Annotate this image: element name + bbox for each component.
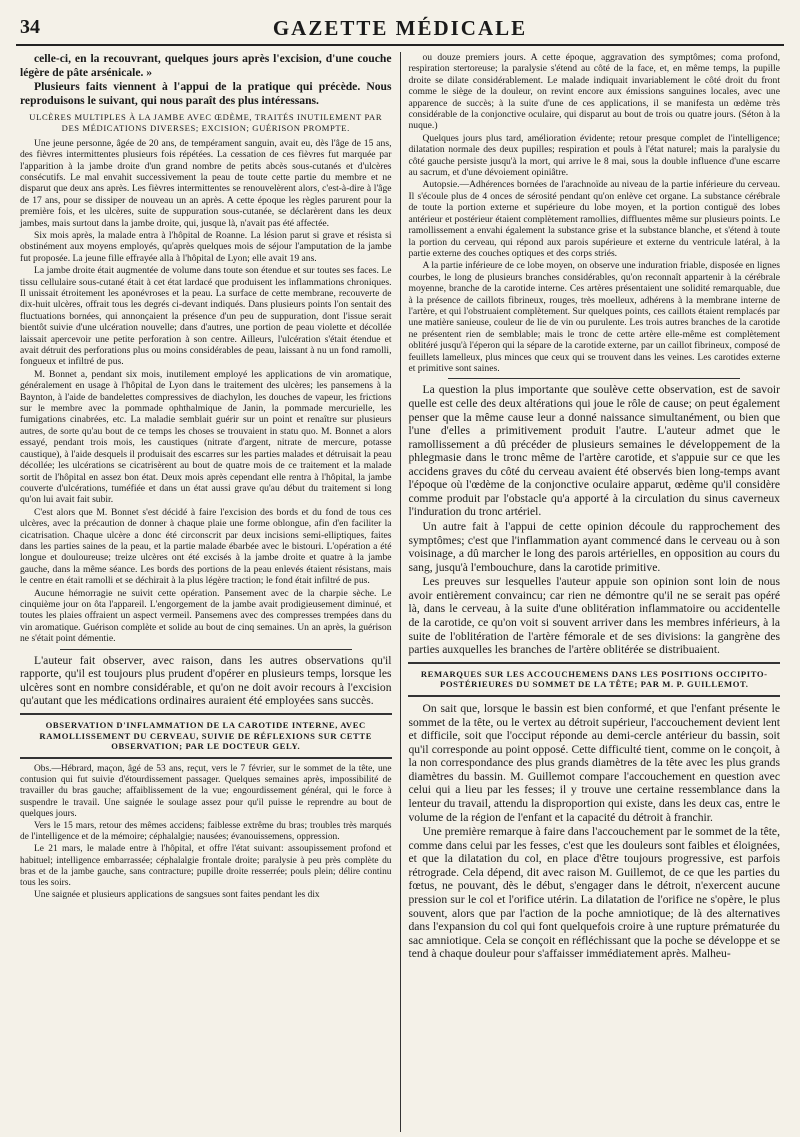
- body-paragraph: Autopsie.—Adhérences bornées de l'arachnoïde au niveau de la partie inférieure du cerveau. Il s'écoule plus de 4 onces de sérosité pendant qu'on enlève cet organe. La substance cérébrale de toute la portion externe et supérieure du lobe moyen, et la portion contiguë des lobes antérieur et postérieur étaient complètement ramollies, diffluentes même sur plusieurs points. Le ramollissement a envahi également la substance grise et la substance blanche, et s'étend à toute la portion du cerveau, qui répond aux parois supérieure et externe du ventricule latéral, à la partie externe des couches optiques et des corps striés.: [408, 179, 780, 259]
- text-columns: [16, 52, 784, 1132]
- divider: [60, 649, 352, 650]
- body-paragraph: Quelques jours plus tard, amélioration évidente; retour presque complet de l'intelligence; dilatation normale des deux pupilles; respiration et pouls à l'état naturel; mais la paralysie du côté gauche persiste jusqu'à la mort, qui arrive le 8 mai, sous la double influence d'une escarre au sacrum, et d'une dévoiement opiniâtre.: [408, 132, 780, 179]
- page-number: 34: [20, 16, 40, 38]
- journal-title: GAZETTE MÉDICALE: [272, 16, 528, 40]
- discussion-paragraph: La question la plus importante que soulève cette observation, est de savoir quelle est celle des deux altérations qui joue le rôle de cause; on peut également penser que la même cause leur a donné naissance simultanément, ou bien que l'une d'elles a primitivement produit l'autre. L'auteur admet que le ramollissement a dû précéder de plusieurs semaines le développement de la phlegmasie dans le tronc même de l'artère carotide, et s'appuie sur ce que les accidens graves du côté du cerveau avaient été observés bien long-temps avant l'époque où l'œdème de la conjonctive oculaire apparut, œdème qu'il considère comme produit par l'obstacle qu'a apporté à la circulation du sinus caverneux l'induration du tronc artériel.: [408, 383, 780, 519]
- body-paragraph: Une jeune personne, âgée de 20 ans, de tempérament sanguin, avait eu, dès l'âge de 15 ans, des fièvres intermittentes plusieurs fois répétées. La cessation de ces fièvres fut marquée par l'apparition à la jambe droite d'un grand nombre de petits abcès sous-cutanés et d'ulcères consécutifs. Le mal envahit successivement la peau de toute cette partie du membre et ne disparut que deux ans après. Les fièvres intermittentes se renouvelèrent alors, c'est-à-dire à l'âge de 17 ans, pour se dissiper de nouveau un an après. A cette époque les règles parurent pour la première fois, et les ulcères, suite de suppuration sous-cutanée, se déclarèrent dans les deux jambes, mais surtout dans la jambe droite, qui, jusque là, n'avait pas été affectée.: [20, 137, 392, 229]
- page-header: [16, 14, 784, 46]
- intro-paragraph: Plusieurs faits viennent à l'appui de la pratique qui précède. Nous reproduisons le suivant, qui nous paraît des plus intéressans.: [20, 80, 392, 107]
- column-rule: [400, 52, 401, 1132]
- right-column: [404, 52, 784, 1132]
- intro-paragraph: celle-ci, en la recouvrant, quelques jours après l'excision, d'une couche légère de pâte arsénicale. »: [20, 52, 392, 79]
- body-paragraph: Une saignée et plusieurs applications de sangsues sont faites pendant les dix: [34, 890, 320, 901]
- divider: [20, 757, 392, 759]
- body-paragraph: C'est alors que M. Bonnet s'est décidé à faire l'excision des bords et du fond de tous ces ulcères, avec la précaution de donner à chaque plaie une forme oblongue, afin d'en faciliter la cicatrisation. Chaque ulcère a donc été circonscrit par deux incisions semi-elliptiques, faites dans les parties saines de la peau, et la partie malade ébarbée avec le bistouri. L'opération a été longue et douloureuse; treize ulcères ont été excisés à la jambe droite et quatre à la jambe gauche, dans la même séance. Les bords des portions de la peau enlevés étaient résistans, mais le centre en était ramolli et se déchirait à la plus légère traction; le fond était infiltré de pus.: [20, 506, 392, 587]
- body-paragraph: Vers le 15 mars, retour des mêmes accidens; faiblesse extrême du bras; troubles très marqués de l'intelligence et de la mémoire; céphalalgie; nausées; évanouissemens, oppression.: [20, 820, 392, 843]
- body-paragraph: On sait que, lorsque le bassin est bien conformé, et que l'enfant présente le sommet de la tête, ou le vertex au détroit supérieur, l'accouchement devient lent et difficile, soit que l'occiput réponde au demi-cercle antérieur du bassin, soit qu'il corresponde au point opposé. Cette difficulté tient, comme on le conçoit, à la non correspondance des plus grands diamètres de la tête avec les plus grands diamètres du bassin. M. Guillemot compare l'accouchement en question avec celui qui a lieu par les fesses; il y trouve une certaine ressemblance dans la lenteur du travail, attendu la disproportion qui existe, dans les deux cas, entre le volume de la région de l'enfant et la capacité du détroit à franchir.: [408, 702, 780, 824]
- section-title: OBSERVATION D'INFLAMMATION DE LA CAROTIDE INTERNE, AVEC RAMOLLISSEMENT DU CERVEAU, SUIVIE DE RÉFLEXIONS SUR CETTE OBSERVATION; PAR LE DOCTEUR GELY.: [39, 719, 373, 752]
- divider: [448, 378, 740, 379]
- body-paragraph: Six mois après, la malade entra à l'hôpital de Roanne. La lésion parut si grave et résista si obstinément aux moyens employés, qu'après quelques mois de séjour l'amputation de la jambe fut proposée. La jeune fille effrayée alla à l'hôpital de Lyon; elle avait 19 ans.: [20, 229, 392, 264]
- body-paragraph: A la partie inférieure de ce lobe moyen, on observe une induration friable, disposée en lignes courbes, le long de plusieurs branches considérables, qu'on reconnaît appartenir à la cérébrale moyenne, branche de la carotide interne. Ces artères présentaient une solidité remarquable, due à la présence de caillots fibrineux, rouges, très moelleux, adhérens à la membrane interne de l'artère, et qui l'obstruaient complètement. Sur quelques points, ces caillots étaient remplacés par une matière sanieuse, couleur de lie de vin ou purulente. Les trois autres branches de la carotide ne présentent rien de semblable; mais le tronc de cette artère elle-même est complètement oblitéré jusqu'à l'éperon qui la sépare de la carotide externe, par un caillot fibrineux, composé de feuillets lamelleux, plus minces que ceux qui se trouvent dans les veines. Les carotides externe et primitive sont saines.: [408, 260, 780, 374]
- section-title: ULCÈRES MULTIPLES À LA JAMBE AVEC ŒDÈME, TRAITÉS INUTILEMENT PAR DES MÉDICATIONS DIVERSES; EXCISION; GUÉRISON PROMPTE.: [29, 112, 383, 133]
- editor-note: L'auteur fait observer, avec raison, dans les autres observations qu'il rapporte, qu'il est toujours plus prudent d'opérer en plusieurs temps, lorsque les ulcères sont en nombre considérable, et qu'on ne doit avoir recours à l'excision qu'autant que les médications ordinaires auraient été employées sans succès.: [20, 653, 392, 708]
- body-paragraph: Aucune hémorragie ne suivit cette opération. Pansement avec de la charpie sèche. Le cinquième jour on ôta l'appareil. L'engorgement de la jambe avait prodigieusement diminué, et toutes les plaies offraient un aspect vermeil. Pansemens avec des compresses trempées dans du vin aromatique. Guérison complète et solide au bout de cinq semaines. Un an après, la guérison ne s'était point démentie.: [20, 587, 392, 645]
- body-paragraph: La jambe droite était augmentée de volume dans toute son étendue et sur toutes ses faces. Le tissu cellulaire sous-cutané était à cet état lardacé que produisent les inflammations chroniques. Il unissait étroitement les aponévroses et la peau. La surface de cette membrane, recouverte de dix-huit ulcères, offrait tous les degrés ci-devant indiqués. Dans plusieurs points l'on sentait des fluctuations bornées, qui annonçaient la présence d'un peu de suppuration, dont l'issue serait bientôt suivie d'une ulcération nouvelle; dans d'autres, une portion de peau violette et décollée laissait apercevoir une petite perforation à son centre. Ailleurs, l'ulcération s'était étendue et avait détruit des perforations plus ou moins considérables de peau, laissant à nu un fond ramolli, fongueux et infiltré de pus.: [20, 265, 392, 368]
- body-paragraph: Une première remarque à faire dans l'accouchement par le sommet de la tête, comme dans celui par les fesses, c'est que les douleurs sont faibles et éloignées, et que la dilatation du col, en place d'être toujours progressive, est parfois rétrograde. Cela dépend, dit avec raison M. Guillemot, de ce que les parties du fœtus, ne pouvant, dès le début, s'engager dans le détroit, n'exercent aucune pression sur le col et l'orifice utérin. La dilatation de l'orifice ne s'opère, le plus souvent, alors que par l'action de la poche amniotique; de là des alternatives dans l'expansion du col qui font quelquefois croire à une rupture prématurée du sac amniotique. Cela se conçoit en réfléchissant que la poche se développe et se tend à chaque douleur pour s'affaisser immédiatement après. Malheu-: [408, 825, 780, 961]
- divider: [408, 695, 780, 697]
- discussion-paragraph: Un autre fait à l'appui de cette opinion découle du rapprochement des symptômes; c'est que l'inflammation ayant commencé dans le cerveau ou à son voisinage, a dû marcher le long des parois artérielles, en opposition au cours du sang, jusqu'à l'embouchure, dans la carotide primitive.: [408, 520, 780, 574]
- left-column: [16, 52, 396, 1132]
- body-paragraph: M. Bonnet a, pendant six mois, inutilement employé les applications de vin aromatique, généralement en usage à l'hôpital de Lyon dans le traitement des ulcères; les pansemens à la Baynton, à l'aide de bandelettes compressives de diachylon, les douches de vapeur, les frictions sur le membre avec la pommade ophthalmique de Janin, la pommade mercurielle, les fumigations cinabrées, etc. La maladie semblait guérir sur un point et renaître sur plusieurs autres, de sorte qu'au bout de ce temps les choses se trouvaient in statu quo. M. Bonnet a alors essayé, pendant trois mois, les caustiques (nitrate d'argent, nitrate de mercure, potasse caustique), à l'aide desquels il produisait des escarres sur les parties malades et détruisait la peau décollée; les ulcérations se cicatrisèrent au bout de quatre mois de ce traitement et la malade sortit de l'hôpital en assez bon état. Deux mois après cependant elle rentra à l'hôpital, la jambe couverte d'ulcérations, tuméfiée et dans un état aussi grave qu'au début du traitement si long qu'on lui avait fait subir.: [20, 368, 392, 506]
- divider: [408, 662, 780, 664]
- discussion-paragraph: Les preuves sur lesquelles l'auteur appuie son opinion sont loin de nous avoir entièrement convaincu; car rien ne démontre qu'il ne se serait pas opéré là, dans le cerveau, à la suite d'une oblitération inflammatoire ou accidentelle de la carotide, ce qu'on voit si souvent arriver dans les membres inférieurs, à la suite de l'oblitération de l'artère fémorale et de ses divisions: la gangrène des parties auxquelles les branches de l'artère oblitérée se distribuaient.: [408, 575, 780, 657]
- body-paragraph: Le 21 mars, le malade entre à l'hôpital, et offre l'état suivant: assoupissement profond et habituel; intelligence embarrassée; céphalalgie frontale droite; paralysie à peu près complète du bras et de la jambe gauche, sans contracture; pupille droite resserrée; pouls plein; délire continu tous les soirs.: [20, 844, 392, 888]
- body-paragraph: ou douze premiers jours. A cette époque, aggravation des symptômes; coma profond, respiration stertoreuse; la paralysie s'étend au côté de la face, et, en même temps, la pupille droite se dilate considérablement. Le malade indiquait invariablement le côté droit du front comme le siège de la douleur, on revint encore aux émissions sanguines locales, avec une apparence de succès; à la suite d'une de ces applications, il se manifesta un œdème très considérable de la conjonctive oculaire, qui disparut au bout de trois ou quatre jours. (Séton à la nuque.): [408, 52, 780, 132]
- section-title: REMARQUES SUR LES ACCOUCHEMENS DANS LES POSITIONS OCCIPITO-POSTÉRIEURES DU SOMMET DE LA TÊTE; PAR M. P. GUILLEMOT.: [420, 668, 768, 690]
- body-paragraph: Obs.—Hébrard, maçon, âgé de 53 ans, reçut, vers le 7 février, sur le sommet de la tête, une contusion qui fut suivie d'étourdissement passager. Quelques semaines après, impossibilité de travailler du bras gauche; affaiblissement de la vue; engourdissement général, qui le force à suspendre le travail. Une saignée le soulage assez pour qu'il puisse le reprendre au bout de quelques jours.: [20, 764, 392, 819]
- divider: [20, 713, 392, 715]
